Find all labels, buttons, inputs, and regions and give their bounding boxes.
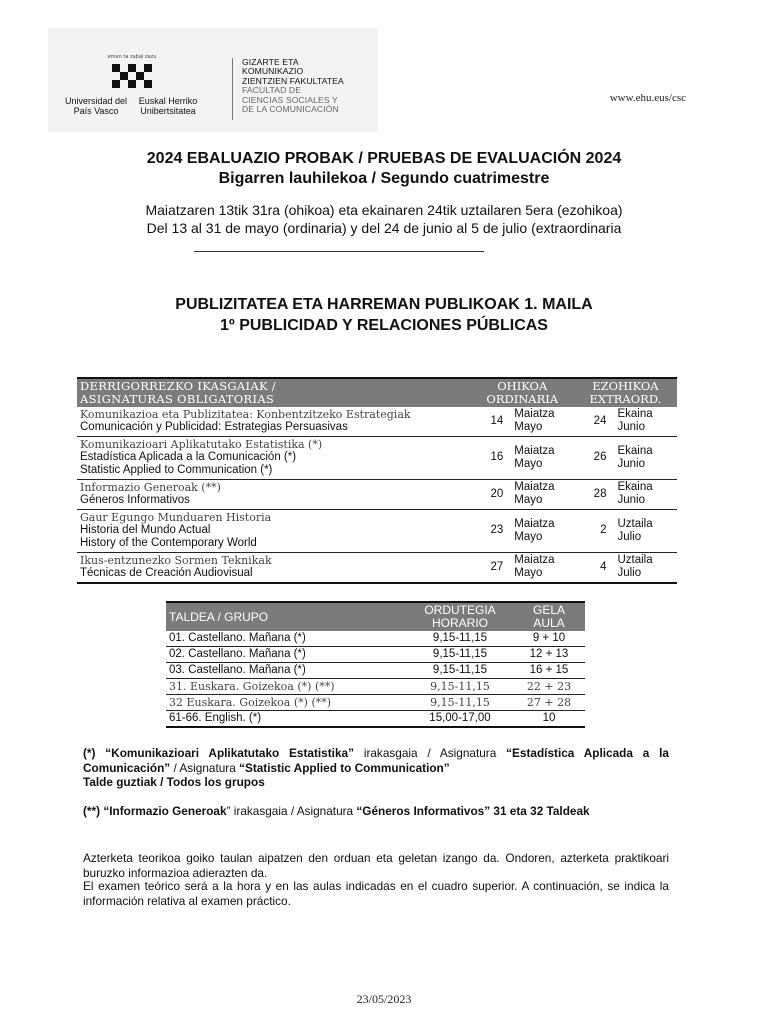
faculty-es-line-1: FACULTAD DE bbox=[242, 85, 302, 96]
footer-date: 23/05/2023 bbox=[356, 992, 412, 1006]
ordinary-month bbox=[511, 510, 574, 553]
faculty-es-line-3: DE LA COMUNICACIÓN bbox=[242, 104, 339, 115]
extraordinary-month-es: Junio bbox=[617, 421, 645, 433]
group-column-header: TALDEA / GRUPO bbox=[166, 602, 407, 631]
extraordinary-month-eu: Ekaina bbox=[617, 444, 653, 457]
extraordinary-day: 4 bbox=[574, 553, 615, 584]
subject-name-cell bbox=[77, 437, 471, 480]
subjects-header-line-1: DERRIGORREZKO IKASGAIAK / bbox=[80, 379, 276, 393]
room-header-line-1: GELA bbox=[532, 603, 565, 617]
logo-divider bbox=[232, 58, 233, 120]
subject-name-eu: Komunikazioa eta Publizitatea: Konbentzitzeko Estrategiak bbox=[80, 408, 411, 421]
subject-row bbox=[77, 553, 677, 584]
subjects-table bbox=[77, 377, 677, 584]
group-name: 32 Euskara. Goizekoa (*) (**) bbox=[166, 695, 407, 711]
subjects-header-line-2: ASIGNATURAS OBLIGATORIAS bbox=[80, 392, 275, 406]
extraordinary-day: 24 bbox=[574, 407, 615, 437]
subject-name-es: Historia del Mundo Actual bbox=[80, 524, 211, 536]
faculty-eu-line-3: ZIENTZIEN FAKULTATEA bbox=[242, 75, 344, 86]
group-time: 9,15-11,15 bbox=[407, 631, 513, 647]
room-header-line-2: AULA bbox=[533, 616, 565, 630]
subject-name-en: Statistic Applied to Communication (*) bbox=[80, 464, 273, 476]
extraordinary-month-es: Junio bbox=[617, 494, 645, 506]
ordinary-month-es: Mayo bbox=[514, 494, 543, 506]
ordinary-day: 27 bbox=[471, 553, 512, 584]
group-room: 27 + 28 bbox=[513, 695, 585, 711]
university-logo bbox=[62, 54, 202, 116]
extraordinary-month-eu: Uztaila bbox=[617, 554, 653, 566]
extraordinary-day: 26 bbox=[574, 437, 615, 480]
groups-table bbox=[166, 601, 585, 728]
group-row bbox=[166, 663, 585, 679]
ordinary-month-es: Mayo bbox=[514, 530, 543, 543]
extraordinary-month-eu: Ekaina bbox=[617, 481, 653, 493]
extraordinary-month bbox=[614, 407, 677, 437]
note-genres-subject-eu: (**) “Informazio Generoak bbox=[83, 804, 227, 818]
subject-name-es: Estadística Aplicada a la Comunicación (*) bbox=[80, 451, 297, 463]
group-name: 31. Euskara. Goizekoa (*) (**) bbox=[166, 679, 407, 695]
group-name: 61-66. English. (*) bbox=[166, 711, 407, 728]
extraordinary-header-line-2: EXTRAORD. bbox=[589, 392, 662, 406]
note-exam-eu: Azterketa teorikoa goiko taulan aipatzen den orduan eta geletan izango da. Ondoren, azterketa praktikoari buruzko informazioa adierazten da. bbox=[83, 851, 669, 880]
note-statistics-subject-es: “Estadística Aplicada a la Comunicación” bbox=[83, 746, 669, 775]
dates-eu: Maiatzaren 13tik 31ra (ohikoa) eta ekainaren 24tik uztailaren 5era (ezohikoa) bbox=[145, 202, 623, 218]
group-time: 9,15-11,15 bbox=[407, 679, 513, 695]
ordinary-month-eu: Maiatza bbox=[514, 444, 555, 457]
faculty-es-line-2: CIENCIAS SOCIALES Y bbox=[242, 94, 338, 105]
ordinary-day: 20 bbox=[471, 480, 512, 510]
group-name: 01. Castellano. Mañana (*) bbox=[166, 631, 407, 647]
website-url: www.ehu.eus/csc bbox=[609, 92, 686, 104]
subject-row bbox=[77, 437, 677, 480]
subject-name-es: Comunicación y Publicidad: Estrategias Persuasivas bbox=[80, 421, 348, 433]
group-room: 16 + 15 bbox=[513, 663, 585, 679]
group-row bbox=[166, 679, 585, 695]
subject-name-es: Técnicas de Creación Audiovisual bbox=[80, 567, 253, 579]
semester-title: Bigarren lauhilekoa / Segundo cuatrimestre bbox=[218, 170, 550, 187]
ordinary-month-es: Mayo bbox=[514, 457, 543, 470]
subject-name-cell bbox=[77, 407, 471, 437]
subject-name-eu: Komunikazioari Aplikatutako Estatistika (*) bbox=[80, 438, 323, 451]
ordinary-month-eu: Maiatza bbox=[514, 481, 555, 493]
page-title: 2024 EBALUAZIO PROBAK / PRUEBAS DE EVALUACIÓN 2024 bbox=[146, 150, 622, 167]
note-statistics-subject-en: “Statistic Applied to Communication” bbox=[239, 760, 450, 775]
subject-row bbox=[77, 510, 677, 553]
note-genres-subject-es: “Géneros Informativos” 31 eta 32 Taldeak bbox=[356, 804, 590, 818]
note-all-groups: Talde guztiak / Todos los grupos bbox=[83, 775, 265, 789]
note-statistics-subject-eu: (*) “Komunikazioari Aplikatutako Estatistika” bbox=[83, 746, 354, 760]
extraordinary-month-eu: Ekaina bbox=[617, 408, 653, 420]
group-room: 12 + 13 bbox=[513, 647, 585, 663]
subjects-column-header bbox=[77, 378, 471, 407]
extraordinary-month-es: Junio bbox=[617, 457, 645, 470]
note-statistics-text-1: irakasgaia / Asignatura bbox=[353, 746, 507, 760]
group-name: 03. Castellano. Mañana (*) bbox=[166, 663, 407, 679]
faculty-name bbox=[242, 58, 344, 114]
faculty-eu-line-1: GIZARTE ETA bbox=[242, 57, 299, 67]
ordinary-month bbox=[511, 407, 574, 437]
ordinary-month bbox=[511, 437, 574, 480]
time-column-header bbox=[407, 602, 513, 631]
note-genres-text: ” irakasgaia / Asignatura bbox=[226, 804, 357, 818]
extraordinary-month-es: Julio bbox=[617, 567, 642, 579]
ordinary-month-eu: Maiatza bbox=[514, 554, 555, 566]
group-room: 22 + 23 bbox=[513, 679, 585, 695]
subject-name-es: Géneros Informativos bbox=[80, 494, 190, 506]
group-time: 9,15-11,15 bbox=[407, 663, 513, 679]
logo-motto: eman ta zabal zazu bbox=[107, 54, 157, 60]
dates-es: Del 13 al 31 de mayo (ordinaria) y del 24 de junio al 5 de julio (extraordinaria bbox=[146, 220, 622, 236]
time-header-line-2: HORARIO bbox=[431, 616, 488, 630]
university-name-eu: Euskal Herriko Unibertsitatea bbox=[138, 96, 198, 116]
group-row bbox=[166, 711, 585, 728]
subject-name-eu: Ikus-entzunezko Sormen Teknikak bbox=[80, 554, 272, 567]
groups-table-header bbox=[166, 602, 585, 631]
divider-line bbox=[194, 251, 484, 252]
faculty-eu-line-2: KOMUNIKAZIO bbox=[242, 66, 304, 77]
ordinary-month-eu: Maiatza bbox=[514, 408, 555, 420]
group-room: 10 bbox=[513, 711, 585, 728]
group-row bbox=[166, 695, 585, 711]
ordinary-month-es: Mayo bbox=[514, 567, 543, 579]
note-exam-es: El examen teórico será a la hora y en las aulas indicadas en el cuadro superior. A continuación, se indica la información relativa al examen práctico. bbox=[83, 879, 669, 908]
extraordinary-column-header bbox=[574, 378, 677, 407]
program-title-es: 1º PUBLICIDAD Y RELACIONES PÚBLICAS bbox=[220, 317, 548, 334]
subject-name-eu: Informazio Generoak (**) bbox=[80, 481, 221, 494]
ordinary-month bbox=[511, 553, 574, 584]
university-emblem-icon bbox=[109, 62, 155, 92]
extraordinary-month bbox=[614, 480, 677, 510]
extraordinary-month-eu: Uztaila bbox=[617, 517, 653, 530]
subject-name-eu: Gaur Egungo Munduaren Historia bbox=[80, 511, 272, 524]
subject-row bbox=[77, 407, 677, 437]
ordinary-month bbox=[511, 480, 574, 510]
note-statistics bbox=[83, 746, 669, 775]
group-row bbox=[166, 647, 585, 663]
ordinary-column-header bbox=[471, 378, 574, 407]
ordinary-month-eu: Maiatza bbox=[514, 517, 555, 530]
subjects-table-header bbox=[77, 378, 677, 407]
extraordinary-month-es: Julio bbox=[617, 530, 642, 543]
time-header-line-1: ORDUTEGIA bbox=[424, 603, 496, 617]
subject-name-cell bbox=[77, 510, 471, 553]
note-genres bbox=[83, 804, 669, 819]
university-name-es: Universidad del País Vasco bbox=[64, 96, 128, 116]
group-row bbox=[166, 631, 585, 647]
extraordinary-month bbox=[614, 553, 677, 584]
group-time: 9,15-11,15 bbox=[407, 695, 513, 711]
header-logo-area bbox=[48, 28, 378, 132]
extraordinary-day: 2 bbox=[574, 510, 615, 553]
subject-row bbox=[77, 480, 677, 510]
ordinary-day: 14 bbox=[471, 407, 512, 437]
ordinary-day: 16 bbox=[471, 437, 512, 480]
group-room: 9 + 10 bbox=[513, 631, 585, 647]
group-name: 02. Castellano. Mañana (*) bbox=[166, 647, 407, 663]
extraordinary-month bbox=[614, 510, 677, 553]
room-column-header bbox=[513, 602, 585, 631]
group-time: 15,00-17,00 bbox=[407, 711, 513, 728]
group-time: 9,15-11,15 bbox=[407, 647, 513, 663]
ordinary-header-line-1: OHIKOA bbox=[497, 379, 548, 393]
note-statistics-text-2: / Asignatura bbox=[170, 760, 240, 775]
ordinary-header-line-2: ORDINARIA bbox=[486, 392, 559, 406]
ordinary-day: 23 bbox=[471, 510, 512, 553]
subject-name-cell bbox=[77, 480, 471, 510]
subject-name-cell bbox=[77, 553, 471, 584]
extraordinary-header-line-1: EZOHIKOA bbox=[592, 379, 659, 393]
ordinary-month-es: Mayo bbox=[514, 421, 543, 433]
extraordinary-month bbox=[614, 437, 677, 480]
subject-name-en: History of the Contemporary World bbox=[80, 537, 257, 549]
extraordinary-day: 28 bbox=[574, 480, 615, 510]
program-title-eu: PUBLIZITATEA ETA HARREMAN PUBLIKOAK 1. MAILA bbox=[175, 296, 593, 313]
